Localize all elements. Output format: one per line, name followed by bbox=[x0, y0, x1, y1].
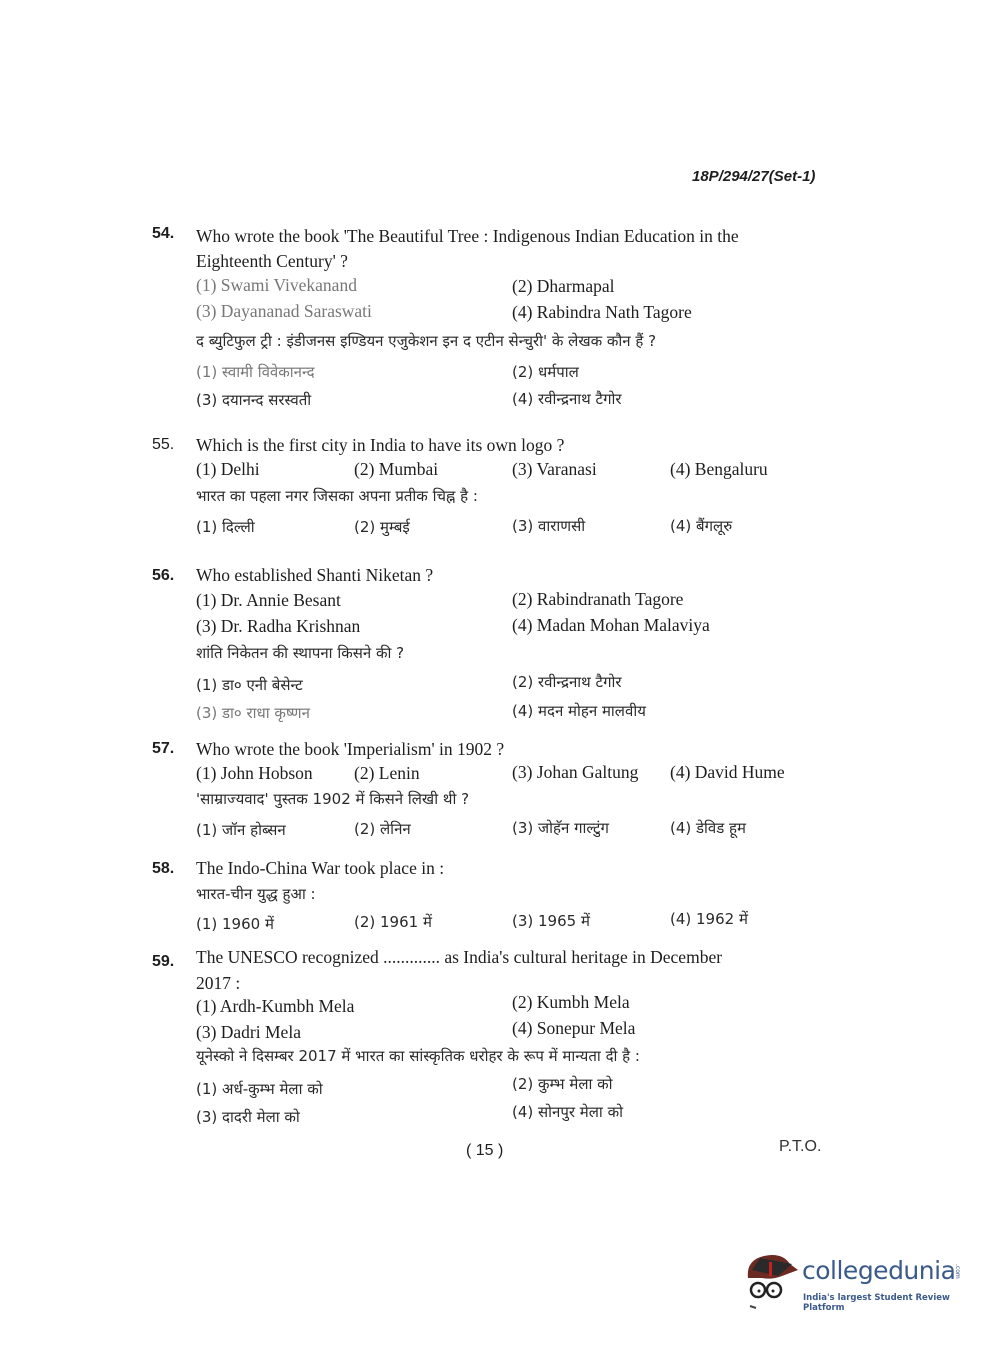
hindi-option: (1) 1960 में bbox=[196, 915, 274, 933]
option: (3) Johan Galtung bbox=[512, 762, 639, 782]
option: (3) Dayananad Saraswati bbox=[196, 301, 372, 321]
hindi-option: (1) जॉन होब्सन bbox=[196, 821, 286, 839]
hindi-option: (2) धर्मपाल bbox=[512, 363, 579, 381]
hindi-question-text: भारत-चीन युद्ध हुआ : bbox=[196, 885, 316, 903]
option: (2) Lenin bbox=[354, 763, 420, 783]
question-text: Who established Shanti Niketan ? bbox=[196, 565, 434, 585]
option: (2) Rabindranath Tagore bbox=[512, 589, 684, 609]
hindi-option: (3) वाराणसी bbox=[512, 517, 586, 535]
hindi-question-text: भारत का पहला नगर जिसका अपना प्रतीक चिह्न है : bbox=[196, 487, 478, 505]
hindi-option: (4) बैंगलूरु bbox=[670, 517, 733, 535]
option: (3) Dr. Radha Krishnan bbox=[196, 616, 361, 636]
option: (1) Delhi bbox=[196, 459, 260, 479]
hindi-option: (3) जोहॅन गाल्टुंग bbox=[512, 819, 609, 837]
hindi-question-text: यूनेस्को ने दिसम्बर 2017 में भारत का सांस्कृतिक धरोहर के रूप में मान्यता दी है : bbox=[196, 1047, 640, 1065]
brand-domain: .com bbox=[954, 1264, 961, 1279]
hindi-option: (4) रवीन्द्रनाथ टैगोर bbox=[512, 390, 622, 408]
hindi-option: (2) 1961 में bbox=[354, 913, 432, 931]
page-number: ( 15 ) bbox=[466, 1142, 504, 1159]
question-text: Eighteenth Century' ? bbox=[196, 251, 348, 271]
hindi-option: (2) कुम्भ मेला को bbox=[512, 1075, 613, 1093]
question-text: The UNESCO recognized ............. as India's cultural heritage in December bbox=[196, 947, 723, 967]
option: (2) Mumbai bbox=[354, 459, 439, 479]
question-text: The Indo-China War took place in : bbox=[196, 858, 445, 878]
question-number: 59. bbox=[152, 953, 175, 970]
hindi-option: (4) डेविड हूम bbox=[670, 819, 746, 837]
hindi-option: (4) सोनपुर मेला को bbox=[512, 1103, 623, 1121]
hindi-option: (2) मुम्बई bbox=[354, 518, 410, 536]
question-text: 2017 : bbox=[196, 973, 241, 993]
hindi-option: (1) दिल्ली bbox=[196, 518, 255, 536]
question-number: 56. bbox=[152, 567, 175, 584]
hindi-option: (2) रवीन्द्रनाथ टैगोर bbox=[512, 673, 622, 691]
hindi-option: (2) लेनिन bbox=[354, 820, 411, 838]
hindi-question-text: द ब्युटिफुल ट्री : इंडीजनस इण्डियन एजुकेशन इन द एटीन सेन्चुरी' के लेखक कौन हैं ? bbox=[196, 332, 657, 350]
option: (4) David Hume bbox=[670, 762, 785, 782]
brand-tagline: India's largest Student Review Platform bbox=[803, 1293, 950, 1313]
mascot-logo-icon bbox=[742, 1250, 802, 1312]
paper-code: 18P/294/27(Set-1) bbox=[692, 168, 816, 185]
question-number: 55. bbox=[152, 436, 175, 453]
hindi-option: (3) दादरी मेला को bbox=[196, 1108, 300, 1126]
hindi-option: (4) मदन मोहन मालवीय bbox=[512, 702, 646, 720]
question-number: 57. bbox=[152, 740, 175, 757]
hindi-question-text: शांति निकेतन की स्थापना किसने की ? bbox=[196, 644, 405, 662]
hindi-option: (4) 1962 में bbox=[670, 910, 748, 928]
question-text: Who wrote the book 'Imperialism' in 1902 ? bbox=[196, 739, 505, 759]
hindi-question-text: 'साम्राज्यवाद' पुस्तक 1902 में किसने लिखी थी ? bbox=[196, 790, 470, 808]
option: (2) Kumbh Mela bbox=[512, 992, 630, 1012]
option: (2) Dharmapal bbox=[512, 276, 615, 296]
option: (4) Rabindra Nath Tagore bbox=[512, 302, 692, 322]
question-text: Which is the first city in India to have its own logo ? bbox=[196, 435, 565, 455]
question-number: 58. bbox=[152, 860, 175, 877]
hindi-option: (1) अर्ध-कुम्भ मेला को bbox=[196, 1080, 323, 1098]
pto-label: P.T.O. bbox=[779, 1138, 822, 1155]
hindi-option: (3) 1965 में bbox=[512, 912, 590, 930]
question-text: Who wrote the book 'The Beautiful Tree : Indigenous Indian Education in the bbox=[196, 226, 739, 246]
option: (1) Swami Vivekanand bbox=[196, 275, 357, 295]
option: (4) Sonepur Mela bbox=[512, 1018, 636, 1038]
option: (1) Dr. Annie Besant bbox=[196, 590, 341, 610]
option: (4) Madan Mohan Malaviya bbox=[512, 615, 710, 635]
hindi-option: (3) डा० राधा कृष्णन bbox=[196, 704, 310, 722]
option: (3) Dadri Mela bbox=[196, 1022, 301, 1042]
question-number: 54. bbox=[152, 225, 175, 242]
option: (1) John Hobson bbox=[196, 763, 313, 783]
collegedunia-watermark bbox=[742, 1250, 972, 1312]
option: (4) Bengaluru bbox=[670, 459, 768, 479]
brand-name: collegedunia bbox=[802, 1256, 956, 1285]
option: (1) Ardh-Kumbh Mela bbox=[196, 996, 355, 1016]
hindi-option: (1) डा० एनी बेसेन्ट bbox=[196, 676, 303, 694]
hindi-option: (3) दयानन्द सरस्वती bbox=[196, 391, 312, 409]
hindi-option: (1) स्वामी विवेकानन्द bbox=[196, 363, 315, 381]
option: (3) Varanasi bbox=[512, 459, 597, 479]
